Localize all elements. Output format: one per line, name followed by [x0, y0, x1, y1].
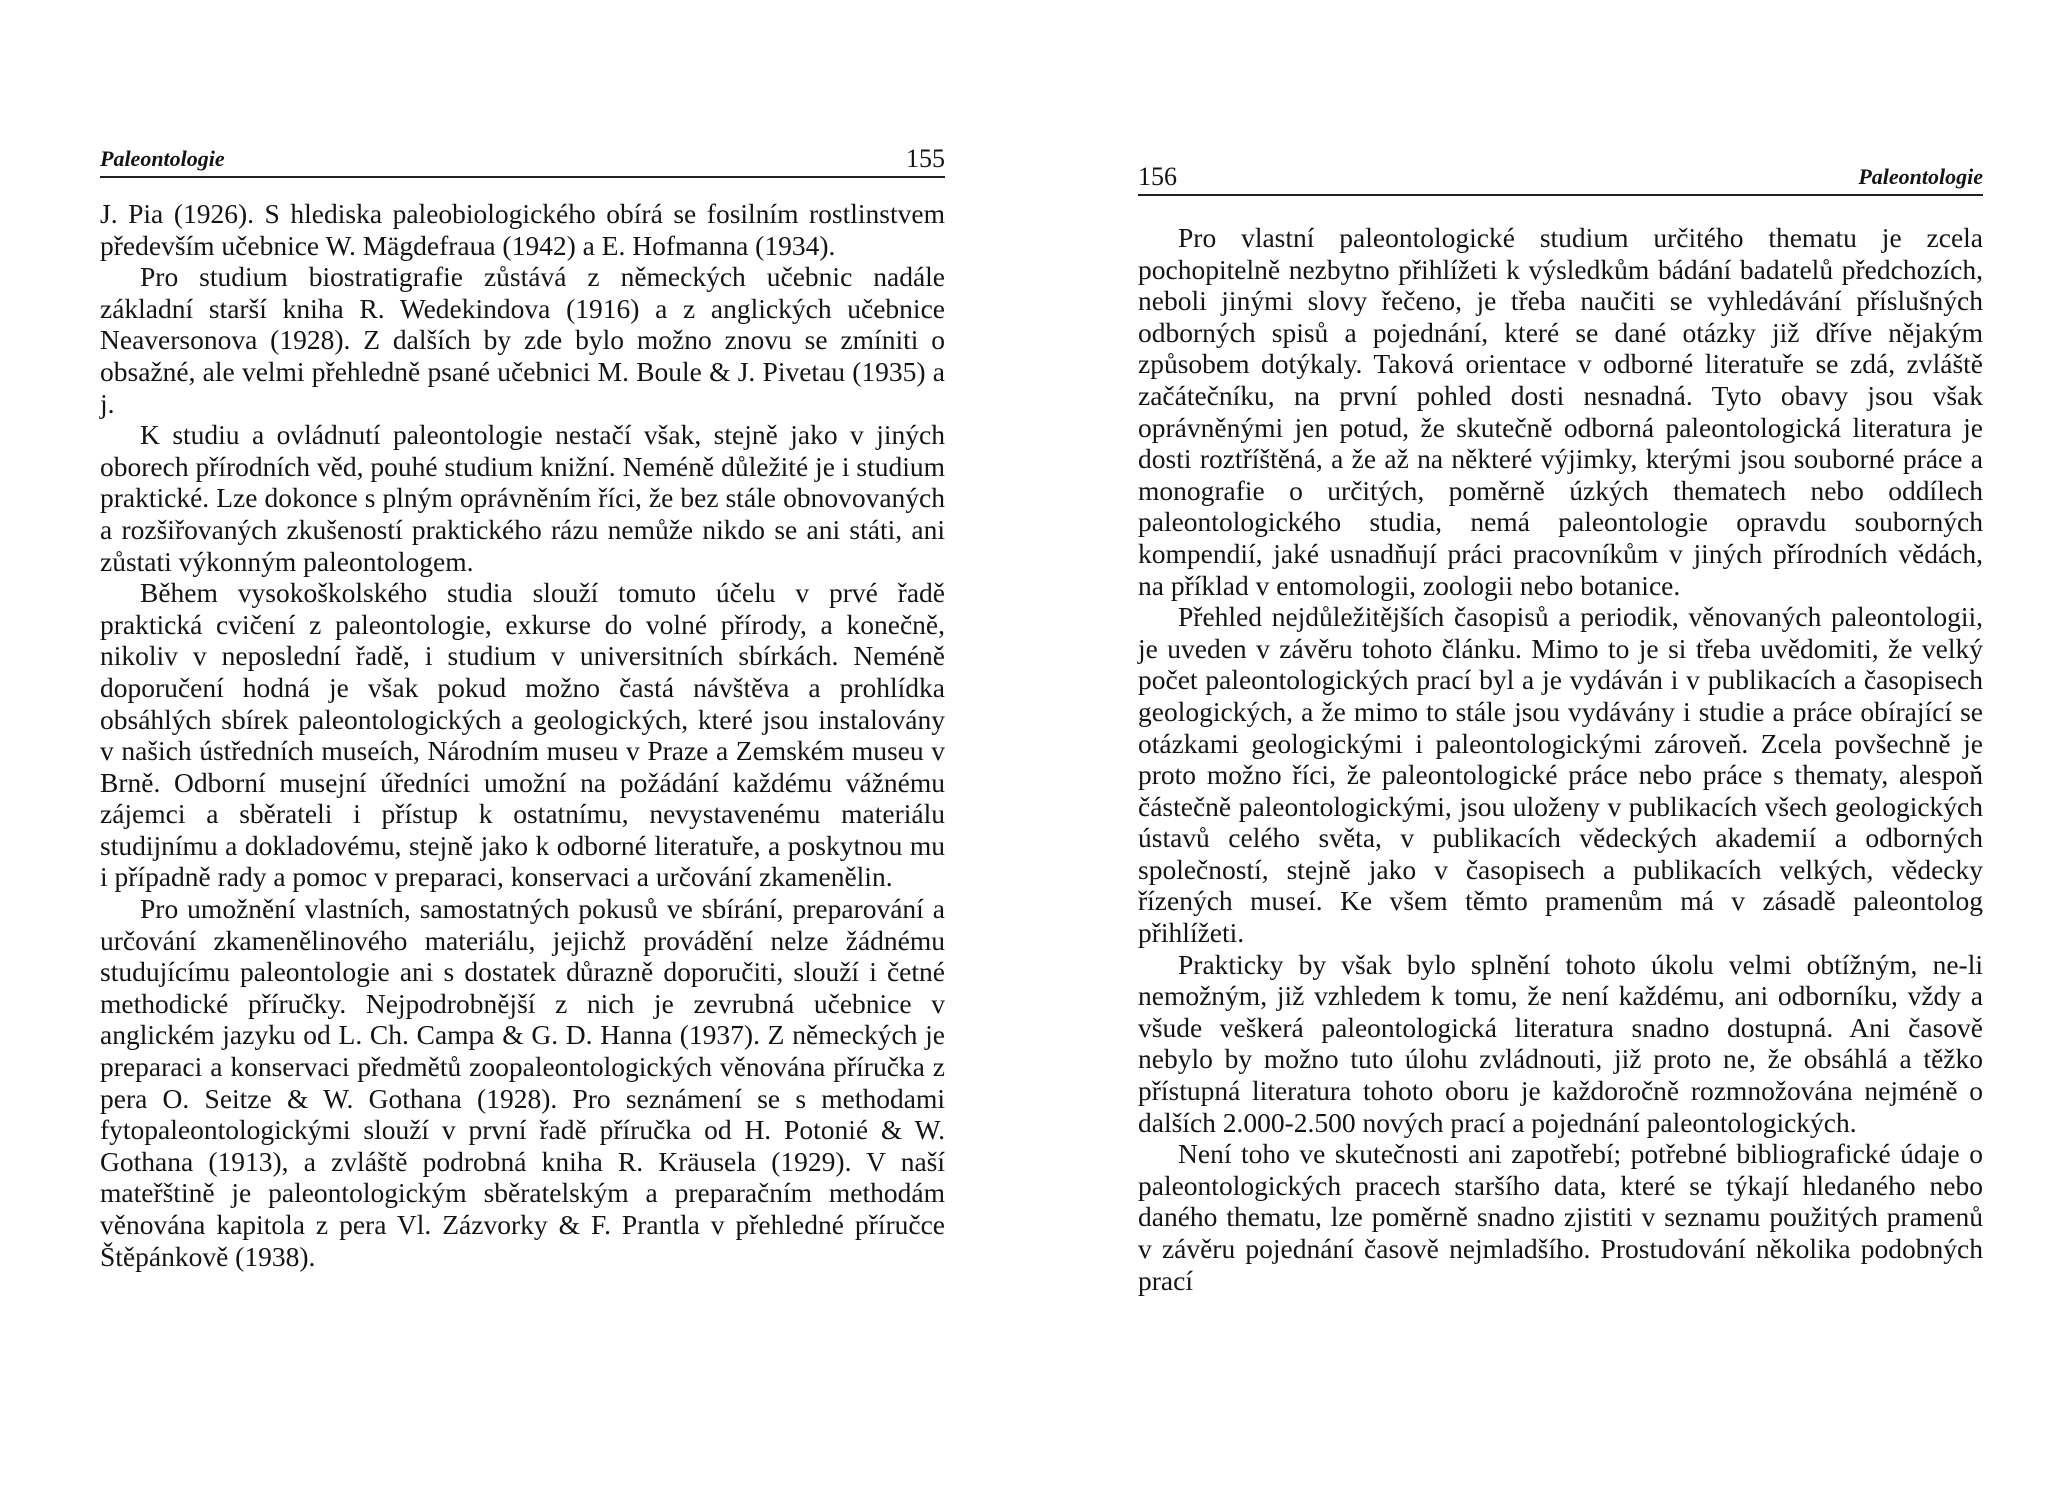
paragraph: Prakticky by však bylo splnění tohoto úkolu velmi obtížným, ne-li nemožným, již vzhledem k tomu, že není každému, ani odborníku, vždy a všude veškerá paleontologická literatura snadno dostupná. Ani časově nebylo by možno tuto úlohu zvládnouti, již proto ne, že obsáhlá a těžko přístupná literatura tohoto oboru je každoročně rozmnožována nejméně o dalších 2.000-2.500 nových prací a pojednání paleontologických. — [1138, 948, 1983, 1138]
left-page-body — [100, 198, 945, 1272]
paragraph: Není toho ve skutečnosti ani zapotřebí; potřebné bibliografické údaje o paleontologických pracech staršího data, které se týkají hledaného nebo daného thematu, lze poměrně snadno zjistiti v seznamu použitých pramenů v závěru pojednání časově nejmladšího. Prostudování několika podobných prací — [1138, 1138, 1983, 1296]
right-page-body — [1138, 222, 1983, 1296]
paragraph: Pro vlastní paleontologické studium určitého thematu je zcela pochopitelně nezbytno přihlížeti k výsledkům bádání badatelů předchozích, neboli jinými slovy řečeno, je třeba naučiti se vyhledávání příslušných odborných spisů a pojednání, které se dané otázky již dříve nějakým způsobem dotýkaly. Taková orientace v odborné literatuře se zdá, zvláště začátečníku, na první pohled dosti nesnadná. Tyto obavy jsou však oprávněnými jen potud, že skutečně odborná paleontologická literatura je dosti roztříštěná, a že až na některé výjimky, kterými jsou souborné práce a monografie o určitých, poměrně úzkých thematech nebo oddílech paleontologického studia, nemá paleontologie opravdu souborných kompendií, jaké usnadňují práci pracovníkům v jiných přírodních vědách, na příklad v entomologii, zoologii nebo botanice. — [1138, 222, 1983, 601]
right-page-header — [1138, 160, 1983, 196]
running-title: Paleontologie — [1858, 164, 1983, 189]
paragraph: Během vysokoškolského studia slouží tomuto účelu v prvé řadě praktická cvičení z paleontologie, exkurse do volné přírody, a konečně, nikoliv v neposlední řadě, i studium v universitních sbírkách. Neméně doporučení hodná je však pokud možno častá návštěva a prohlídka obsáhlých sbírek paleontologických a geologických, které jsou instalovány v našich ústředních museích, Národním museu v Praze a Zemském museu v Brně. Odborní musejní úředníci umožní na požádání každému vážnému zájemci a sběrateli i přístup k ostatnímu, nevystavenému materiálu studijnímu a dokladovému, stejně jako k odborné literatuře, a poskytnou mu i případně rady a pomoc v preparaci, konservaci a určování zkamenělin. — [100, 577, 945, 893]
page-number: 155 — [906, 144, 945, 173]
left-page-header — [100, 142, 945, 178]
page-number: 156 — [1138, 162, 1177, 191]
running-title: Paleontologie — [100, 146, 225, 171]
paragraph: Pro umožnění vlastních, samostatných pokusů ve sbírání, preparování a určování zkamenělinového materiálu, jejichž provádění nelze žádnému studujícímu paleontologie ani s dostatek důrazně doporučiti, slouží i četné methodické příručky. Nejpodrobnější z nich je zevrubná učebnice v anglickém jazyku od L. Ch. Campa & G. D. Hanna (1937). Z německých je preparaci a konservaci předmětů zoopaleontologických věnována příručka z pera O. Seitze & W. Gothana (1928). Pro seznámení se s methodami fytopaleontologickými slouží v první řadě příručka od H. Potonié & W. Gothana (1913), a zvláště podrobná kniha R. Kräusela (1929). V naší mateřštině je paleontologickým sběratelským a preparačním methodám věnována kapitola z pera Vl. Zázvorky & F. Prantla v přehledné příručce Štěpánkově (1938). — [100, 893, 945, 1272]
paragraph: Přehled nejdůležitějších časopisů a periodik, věnovaných paleontologii, je uveden v závěru tohoto článku. Mimo to je si třeba uvědomiti, že velký počet paleontologických prací byl a je vydáván i v publikacích a časopisech geologických, a že mimo to stále jsou vydávány i studie a práce obírající se otázkami geologickými i paleontologickými zároveň. Zcela povšechně je proto možno říci, že paleontologické práce nebo práce s thematy, alespoň částečně paleontologickými, jsou uloženy v publikacích všech geologických ústavů celého světa, v publikacích vědeckých akademií a odborných společností, stejně jako v časopisech a publikacích velkých, vědecky řízených museí. Ke všem těmto pramenům má v zásadě paleontolog přihlížeti. — [1138, 601, 1983, 949]
paragraph: K studiu a ovládnutí paleontologie nestačí však, stejně jako v jiných oborech přírodních věd, pouhé studium knižní. Neméně důležité je i studium praktické. Lze dokonce s plným oprávněním říci, že bez stále obnovovaných a rozšiřovaných zkušeností praktického rázu nemůže nikdo se ani státi, ani zůstati výkonným paleontologem. — [100, 419, 945, 577]
paragraph: Pro studium biostratigrafie zůstává z německých učebnic nadále základní starší kniha R. Wedekindova (1916) a z anglických učebnice Neaversonova (1928). Z dalších by zde bylo možno znovu se zmíniti o obsažné, ale velmi přehledně psané učebnici M. Boule & J. Pivetau (1935) a j. — [100, 261, 945, 419]
paragraph: J. Pia (1926). S hlediska paleobiologického obírá se fosilním rostlinstvem především učebnice W. Mägdefraua (1942) a E. Hofmanna (1934). — [100, 198, 945, 261]
